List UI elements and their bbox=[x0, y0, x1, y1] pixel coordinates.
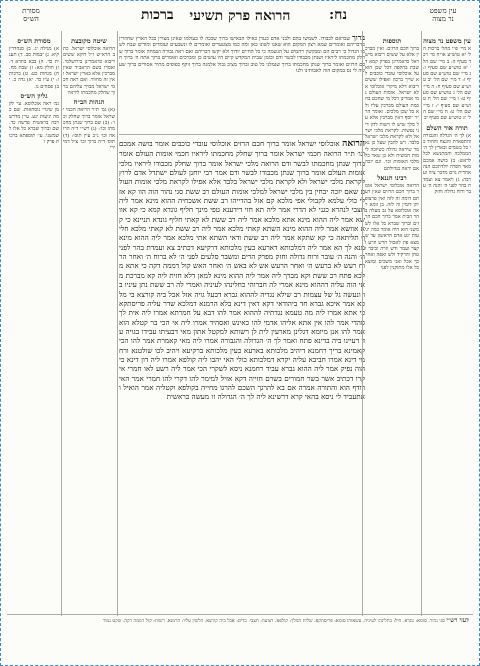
shitah-column bbox=[63, 35, 115, 613]
ein-mishpat-column bbox=[423, 35, 471, 613]
torah-or-heading: תורה אור השלם bbox=[426, 123, 468, 132]
column-divider bbox=[117, 31, 118, 616]
corner-label-right: עין משפט נר מצוה bbox=[429, 7, 457, 23]
column-divider bbox=[362, 31, 363, 616]
hagahot-heading: הגהות הב״ח bbox=[73, 98, 105, 107]
hagahot-text: (א) גמ׳ ת״ר הרואה חכמי ישראל אומר ברוך שחלק וכו׳: (ב) שם ברוך שנתן מחכמתו וכו׳: (ג) רש״י ד״ה הרואה וכו׳ נ״ב עיין תוס׳: (ד) תוס׳ ד״ה ברוך וכו׳ צ״ל דמיירי bbox=[63, 107, 115, 152]
mesoret-text: א) מגילה יג. ב) סנהדרין קיא. ג) יבמות סב. ד) תענית כד. ה) בבא בתרא ד. ו) חולין מא: ז) שבת מח. ח) מנחות כט: ט) ברכות ו: י) ע״ז כד. יא) נדה כ. יב) פסחים נו. bbox=[9, 46, 59, 90]
rabbeinu-heading: רבינו חננאל bbox=[377, 173, 407, 182]
gilyon-heading: גליון הש״ס bbox=[20, 92, 48, 101]
ein-mishpat-text: א מיי׳ פ״י מהל׳ ברכות הל׳ יא טוש״ע או״ח סי׳ רכד סעיף ה: ב מיי׳ שם הל׳ יא טוש״ע שם סעיף ו: ג מיי׳ שם טוש״ע שם סעיף ז: ד מיי׳ שם הל׳ יב טוש״ע שם סעיף ח: ה מיי׳ שם הל׳ ג טוש״ע שם סעיף ט: ו מיי׳ שם הל׳ ח טוש״ע שם סעיף י: ז מיי׳ שם הל׳ ט: ח מיי׳ שם הל׳ יג טוש״ע שם סעיף יב bbox=[423, 46, 471, 122]
rashi-opener: ברוך bbox=[352, 35, 365, 42]
column-divider bbox=[61, 31, 62, 616]
rashi-commentary bbox=[119, 35, 365, 131]
shitah-heading: שיטה מקובצת bbox=[71, 37, 107, 45]
tosafot-heading: תוספות bbox=[382, 37, 402, 45]
tosafot-column bbox=[365, 35, 419, 613]
page-header bbox=[1, 7, 479, 25]
chapter-title: הרואה פרק תשיעי bbox=[189, 8, 291, 24]
rabbeinu-text: הרואה אוכלוסי ישראל אומר ברוך חכם הרזים שאין דעתם דומה זה לזה ואין פרצופיהן דומין זה לזה. בן זומא ראה אוכלוסא על גב מעלה בהר הבית אמר ברוך חכם הרזים וברוך שברא כל אלו לשמשני הוא היה אומר כמה יגיעות יגע אדם הראשון עד שמצא פת לאכול חרש וזרע וקצר ועמר ודש וזרה וביבר וטחן והרקיד ולש ואפה ואחר כך אכל ואני משכים ומוצא כל אלו מתוקנין לפני bbox=[365, 182, 419, 271]
tosafot-text: ברוך חכם הרזים. ואין מברכין אלא על ששים ריבוא מישראל כדאמרינן בפרק קמא דשבת בהקפה דכל שכן הוא על אוכלוסי עובדי כוכבים לא שייך ברכה ואפילו ששים ריבוא דלא מיקרי אוכלוסי אלא ישראל. אומות העולם נמי אמרינן דכל מי שחכם בחכמת העולם מברכין עליו ולא כל שכן מלכים. ואומר הר״ר יוסף דאין מברכין אלא על מלך שיש לו רשות לדון דיני נפשות. לקראת מלכי ישראל ולא לקראת מלכי ישראל בלבד. ויש להבין שעל כן נאמר שיראה גדולה כשיזכה לימות המשיח ולא כן שאר כל מלכי האומות וכו׳. וגם יזכה אם יראה בגדולתם bbox=[365, 46, 419, 172]
footer-text: סגי נהור. סומא: גונדא. חיל: כחלינהו לעיניה. עשאוהו סומא: פריסתקא. שליח המלך: קולפא. רצועה: חצבי. כדים: אכל ביה קורצא. הלשין עליו: הרמנא. רשות: קול דממה דקה. שקט גמור bbox=[102, 619, 445, 624]
mesoret-column bbox=[9, 35, 59, 613]
gemara-body: אוכלוסי ישראל אומר ברוך חכם הרזים אוכלוסי עובדי כוכבים אומר בושה אמכם וגו׳ ת״ר הרואה חכמי ישראל אומר ברוך שחלק מחכמתו ליראיו חכמי אומות העולם אומר ברוך שנתן מחכמתו לבשר ודם הרואה מלכי ישראל אומר ברוך שחלק מכבודו ליראיו מלכי אומות העולם אומר ברוך שנתן מכבודו לבשר ודם אמר רבי יוחנן לעולם ישתדל אדם לרוץ לקראת מלכי ישראל ולא לקראת מלכי ישראל בלבד אלא אפילו לקראת מלכי אומות העולם שאם יזכה יבחין בין מלכי ישראל למלכי אומות העולם רב ששת סגי נהור הוה הוו קא אזלי כולי עלמא לקבולי אפי מלכא קם אזל בהדייהו רב ששת אשכחיה ההוא מינא אמר ליה חצבי לנהרא כגני לא הדרי אמר ליה תא חזי דידענא טפי מינך חליף גונדא קמא כי קא אוושא אמר ליה ההוא מינא אתא מלכא אמר ליה רב ששת לא קאתי חליף גונדא תניינא כי קא אוושא אמר ליה ההוא מינא השתא קאתי מלכא אמר ליה רב ששת לא קאתי מלכא חליף תליתאה כי קא שתקא אמר ליה רב ששת ודאי השתא אתי מלכא אמר ליה ההוא מינא מנא לך הא אמר ליה דמלכותא דארעא כעין מלכותא דרקיעא דכתיב צא ועמדת בהר לפני ה׳ והנה ה׳ עובר ורוח גדולה וחזק מפרק הרים ומשבר סלעים לפני ה׳ לא ברוח ה׳ ואחר הרוח רעש לא ברעש ה׳ ואחר הרעש אש לא באש ה׳ ואחר האש קול דממה דקה כי אתא מלכא פתח רב ששת וקא מברך ליה אמר ליה ההוא מינא למאן דלא חזית ליה קא מברכת מאי הוה עליה דההוא מינא אמרי לה חברוהי כחלינהו לעיניה ואמרי לה רב ששת נתן עיניו בו ונעשה גל של עצמות רב שילא נגדיה לההוא גברא דבעל גויה אזל אכל ביה קורצא בי מלכא אמר איכא גברא חד ביהודאי דקא דאין דינא בלא הרמנא דמלכא שדר עליה פריסתקא כי אתא אמרו ליה מה טעמא נגדתיה לההוא אמר להו דבא על חמרתא אמרו ליה אית לך סהדי אמר להו אין אתא אליהו אדמי להו כאינש ואסהיד אמרו ליה אי הכי בר קטלא הוא אמר להו אנן מיומא דגלינן מארעין לית לן רשותא למקטל אתון מאי דבעיתו עבידו בגויה עד דעיינו ביה בדינא פתח ואמר לך ה׳ הגדולה והגבורה אמרו ליה מאי קאמרת אמר להו הכי קאמינא בריך רחמנא דיהיב מלכותא בארעא כעין מלכותא ברקיעא ויהיב לכו שולטנא ורחמי דינא אמרו חביבא עליה יקרא דמלכותא כולי האי יהבו ליה קולפא אמרו ליה דון דינא כי הוה נפיק אמר ליה ההוא גברא עביד רחמנא ניסא לשקרי הכי אמר ליה רשע לאו חמרי איקרו דכתיב אשר בשר חמורים בשרם חזייה דקא אזיל למימר להו דקרי להו חמרי אמר האי רודף הוא והתורה אמרה אם בא להרגך השכם להרגו מחייה בקולפא וקטליה אמר הואיל ואתעביד לי ניסא בהאי קרא דרשינא ליה לך ה׳ הגדולה זו מעשה בראשית bbox=[119, 139, 365, 402]
rashi-text: שבראם לכבודו. לשמשו בהם ולבני אדם כנגדן כאילו הבאישו ברוך שככה לו בעולמו שאינן מצויין בכל הארץ שחוזרין מדבריהם ואומרים שמא רצון המקום הוא שאנו לשונו כאן ומה כמו מצטערים ואומרים לו ונשבעים ועומדים ומודים שבח לשמו הגדול כי רבים הם ומבקשין רחמים על הנשמה כי כל החיים יודוך ולא יקשו דבריהם ואם ראה גבורה ושמחה אומר ברוך שחלק מחכמתו ליראיו ושנתן מכבודו לבשר ודם ובזמן שבית המקדש קיים היו עושים כן ומברכים ואומרים ברוך אתה ה׳ ברוך חכם הרזים ואומר ברוך שנתן מחכמתו ברוך שגמלני כל טוב וברוך מציב גבול אלמנה ברוך זוקף כפופים מתיר אסורים ברוך שעשה לי נס במקום הזה לאבותינו ולנו bbox=[119, 36, 365, 75]
shitah-text: הרואה אוכלוסי ישראל. כתב הרא״ש ז״ל דוקא ששים ריבוא כדאמרינן בירושלמי. ואמרו בשם הראב״ד שאין מברכין אלא בארץ ישראל ואין זה מחוור. ואם ראה חכמי ישראל מברך עליהם ברוך שחלק מחכמתו ליראיו bbox=[63, 46, 115, 97]
tractate-name: ברכות bbox=[141, 7, 174, 23]
daf-number: נח: bbox=[328, 7, 347, 23]
section-divider bbox=[119, 134, 365, 135]
corner-label-left: מסורת הש״ס bbox=[22, 7, 40, 23]
column-divider bbox=[421, 31, 422, 616]
footer-heading: לעזי רש״י bbox=[446, 618, 469, 624]
mesoret-heading: מסורת הש״ס bbox=[17, 37, 51, 45]
footer-divider bbox=[7, 614, 473, 615]
gemara-opener: הרואה bbox=[342, 139, 365, 149]
gilyon-text: גמ׳ ראה אוכלוסא. עי׳ לקמן שינויי נוסחאות. שם כמה יגיעות יגע. עיין מדרש רבה בראשית פרשה כד. שם וברוך שברא כל אלו לשמשני. עי׳ תוספתא ברכות פרק ו bbox=[9, 101, 59, 145]
torah-or-text: א) לך ה׳ הגדלה והגבורה והתפארת והנצח וההוד כי כל בשמים ובארץ לך ה׳ הממלכה והמתנשא לכל לראש: ב) בושה אמכם מאד חפרה יולדתכם הנה אחרית גוים מדבר ציה וערבה: ג) ויאמר צא ועמדת בהר לפני ה׳ והנה ה׳ עבר ורוח גדולה וחזק bbox=[423, 132, 471, 196]
ein-mishpat-heading: עין משפט נר מצוה bbox=[423, 37, 471, 45]
footer-glossary bbox=[45, 618, 469, 658]
gemara-text bbox=[119, 139, 365, 607]
